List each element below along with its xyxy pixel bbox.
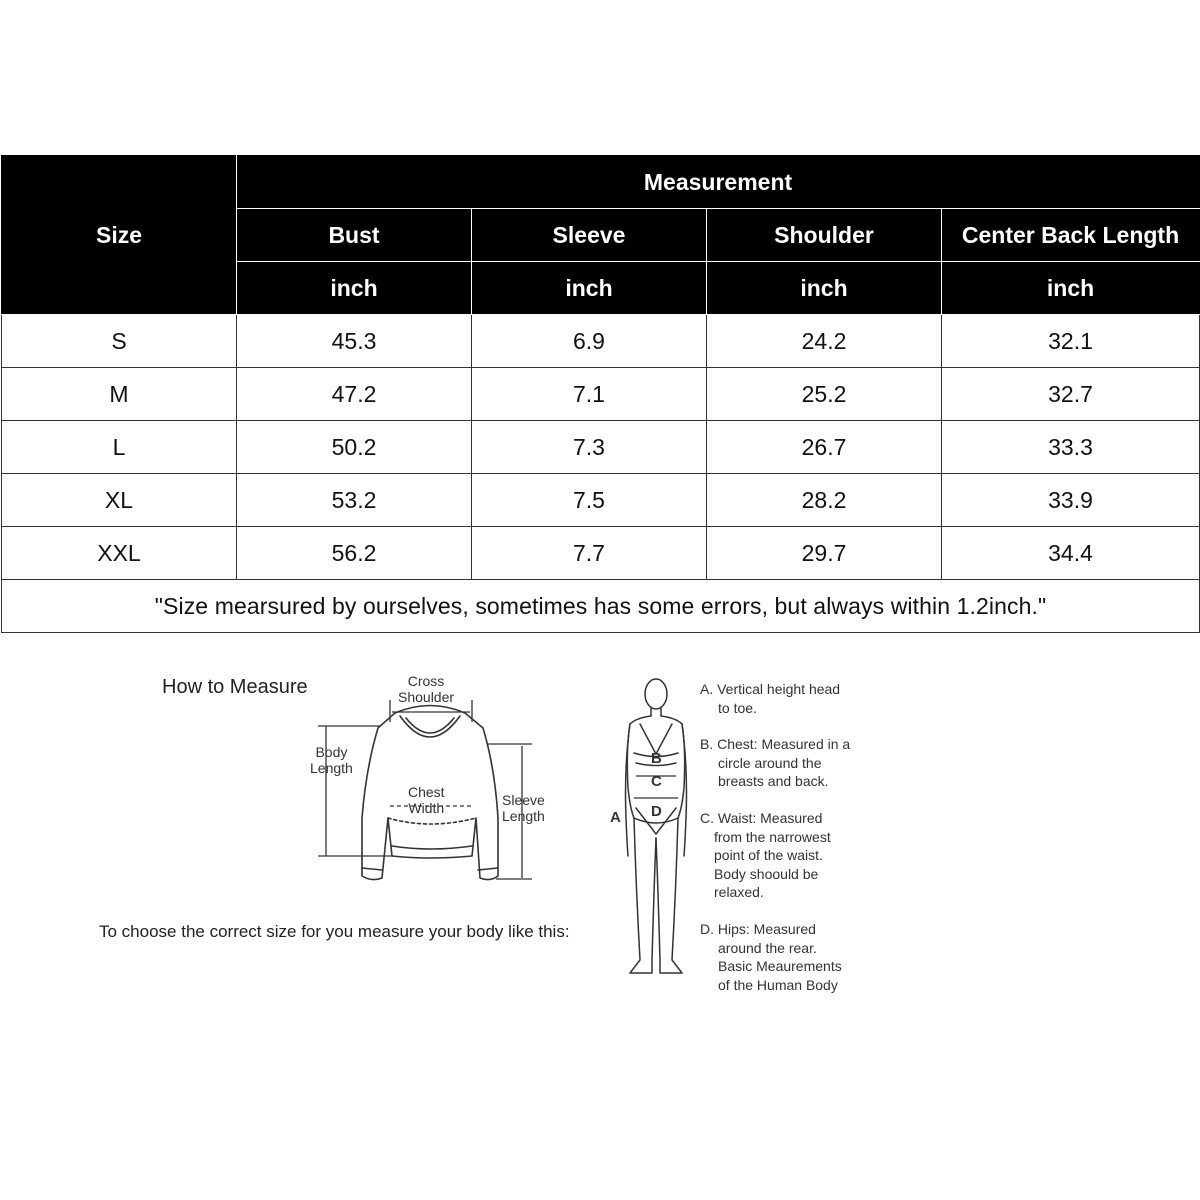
- column-header-center-back-length: Center Back Length: [942, 209, 1200, 262]
- size-cell: S: [2, 315, 237, 368]
- table-row: [2, 474, 1200, 527]
- marker-a: A: [610, 809, 621, 826]
- measurement-note: "Size mearsured by ourselves, sometimes has some errors, but always within 1.2inch.": [2, 580, 1200, 633]
- marker-c: C: [651, 773, 662, 790]
- size-cell: L: [2, 421, 237, 474]
- sleeve-cell: 7.1: [472, 368, 707, 421]
- center-back-length-cell: 33.3: [942, 421, 1200, 474]
- bust-cell: 50.2: [237, 421, 472, 474]
- legend-b: B. Chest: Measured in a circle around the breasts and back.: [700, 736, 851, 789]
- sleeve-length-label: Sleeve Length: [502, 792, 545, 824]
- sleeve-cell: 7.3: [472, 421, 707, 474]
- shoulder-cell: 25.2: [707, 368, 942, 421]
- table-row: [2, 368, 1200, 421]
- sleeve-cell: 7.7: [472, 527, 707, 580]
- center-back-length-cell: 34.4: [942, 527, 1200, 580]
- size-cell: M: [2, 368, 237, 421]
- column-header-bust: Bust: [237, 209, 472, 262]
- table-row: [2, 527, 1200, 580]
- marker-d: D: [651, 803, 662, 820]
- center-back-length-cell: 32.1: [942, 315, 1200, 368]
- unit-header: inch: [237, 262, 472, 315]
- center-back-length-cell: 33.9: [942, 474, 1200, 527]
- center-back-length-cell: 32.7: [942, 368, 1200, 421]
- bust-cell: 45.3: [237, 315, 472, 368]
- body-measure-diagram: [600, 668, 700, 988]
- bust-cell: 53.2: [237, 474, 472, 527]
- sleeve-cell: 7.5: [472, 474, 707, 527]
- size-chart-table: [1, 155, 1200, 633]
- marker-b: B: [651, 750, 662, 767]
- shoulder-cell: 28.2: [707, 474, 942, 527]
- table-row: [2, 421, 1200, 474]
- legend-d: D. Hips: Measured around the rear. Basic Meaurements of the Human Body: [700, 921, 842, 993]
- size-header: Size: [2, 156, 237, 315]
- shoulder-cell: 26.7: [707, 421, 942, 474]
- measurement-header: Measurement: [237, 156, 1200, 209]
- unit-header: inch: [942, 262, 1200, 315]
- unit-header: inch: [707, 262, 942, 315]
- bust-cell: 47.2: [237, 368, 472, 421]
- cross-shoulder-label: Cross Shoulder: [398, 673, 455, 705]
- shoulder-cell: 24.2: [707, 315, 942, 368]
- shoulder-cell: 29.7: [707, 527, 942, 580]
- how-to-measure-title: How to Measure: [162, 676, 308, 698]
- sleeve-cell: 6.9: [472, 315, 707, 368]
- table-row: [2, 315, 1200, 368]
- legend-a: A. Vertical height head to toe.: [700, 681, 841, 716]
- legend-c: C. Waist: Measured from the narrowest point of the waist. Body shoould be relaxed.: [700, 810, 831, 900]
- size-cell: XL: [2, 474, 237, 527]
- unit-header: inch: [472, 262, 707, 315]
- bust-cell: 56.2: [237, 527, 472, 580]
- column-header-shoulder: Shoulder: [707, 209, 942, 262]
- chest-width-label: Chest Width: [408, 784, 445, 816]
- how-to-measure-caption: To choose the correct size for you measure your body like this:: [99, 922, 570, 941]
- size-cell: XXL: [2, 527, 237, 580]
- column-header-sleeve: Sleeve: [472, 209, 707, 262]
- body-length-label: Body Length: [310, 744, 353, 776]
